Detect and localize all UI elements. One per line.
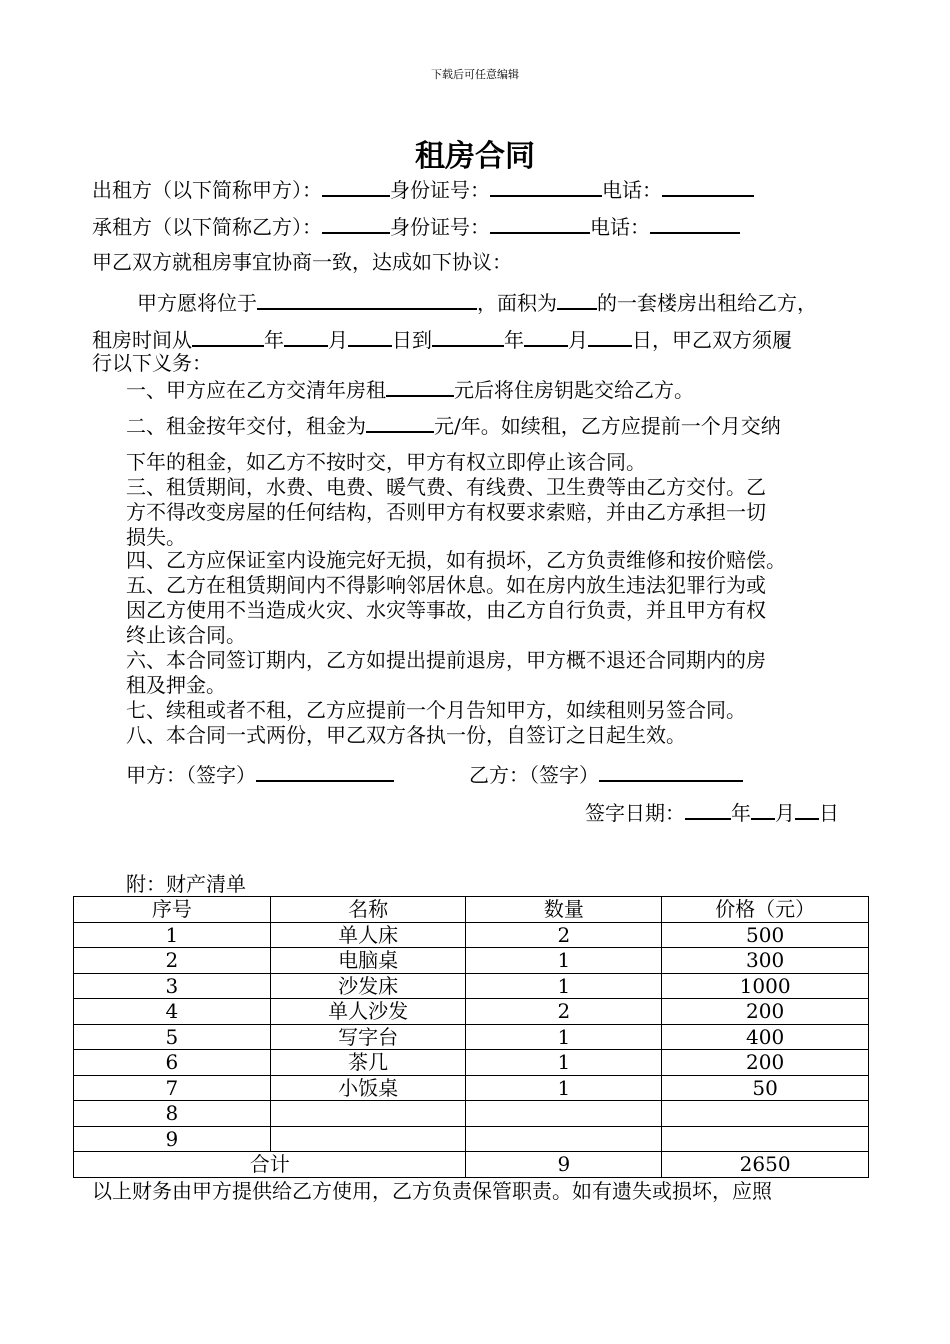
clause-1 <box>126 375 694 402</box>
start-year-blank <box>192 325 264 347</box>
signature-date <box>585 798 839 825</box>
lessor-name-blank <box>322 175 390 197</box>
signature-label: 甲方：（签字） <box>126 763 256 787</box>
header-cell: 价格（元） <box>662 897 869 923</box>
appendix-title: 附：财产清单 <box>126 872 246 896</box>
table-cell: 300 <box>662 948 869 974</box>
party-b-signature <box>469 760 743 787</box>
table-cell: 单人床 <box>270 922 466 948</box>
end-month-blank <box>524 325 568 347</box>
clause-text: 二、租金按年交付，租金为 <box>126 414 366 438</box>
table-cell: 50 <box>662 1075 869 1101</box>
clause-text: 元后将住房钥匙交给乙方。 <box>454 378 694 402</box>
table-cell: 4 <box>74 999 271 1025</box>
asset-table <box>73 896 869 1178</box>
area-blank <box>557 288 597 310</box>
lessee-phone-blank <box>650 212 740 234</box>
table-cell <box>466 1126 662 1152</box>
clause-5-cont: 因乙方使用不当造成火灾、水灾等事故，由乙方自行负责，并且甲方有权 <box>126 598 766 622</box>
table-row <box>74 1024 869 1050</box>
location-blank <box>257 288 477 310</box>
table-cell: 1 <box>466 1075 662 1101</box>
table-cell <box>270 1101 466 1127</box>
header-cell: 名称 <box>270 897 466 923</box>
clause-text: 元/年。如续租，乙方应提前一个月交纳 <box>434 414 781 438</box>
party-a-signature <box>126 760 394 787</box>
date-label: 签字日期： <box>585 801 685 825</box>
lessor-phone-blank <box>662 175 754 197</box>
table-cell: 1 <box>74 922 271 948</box>
lease-period-line <box>92 325 792 352</box>
end-year-blank <box>432 325 504 347</box>
annual-rent-blank <box>386 375 454 397</box>
clause-5: 五、乙方在租赁期间内不得影响邻居休息。如在房内放生违法犯罪行为或 <box>126 573 766 597</box>
date-month-blank <box>751 798 775 820</box>
lessee-id-label: 身份证号： <box>390 215 490 239</box>
table-cell: 200 <box>662 1050 869 1076</box>
table-cell: 3 <box>74 973 271 999</box>
clause-5-end: 终止该合同。 <box>126 623 246 647</box>
clause-3: 三、租赁期间，水费、电费、暖气费、有线费、卫生费等由乙方交付。乙 <box>126 475 766 499</box>
lessor-label: 出租方（以下简称甲方）： <box>92 178 322 202</box>
table-cell: 1000 <box>662 973 869 999</box>
table-cell: 电脑桌 <box>270 948 466 974</box>
lease-text: 月 <box>328 328 348 352</box>
clause-6-cont: 租及押金。 <box>126 673 226 697</box>
lease-text: 甲方愿将位于 <box>137 291 257 315</box>
lease-text: ，面积为 <box>477 291 557 315</box>
table-row <box>74 922 869 948</box>
table-cell: 小饭桌 <box>270 1075 466 1101</box>
table-cell: 2 <box>466 999 662 1025</box>
page-title: 租房合同 <box>415 139 535 174</box>
lease-location-line <box>137 288 817 315</box>
table-cell: 8 <box>74 1101 271 1127</box>
table-cell: 500 <box>662 922 869 948</box>
table-cell: 6 <box>74 1050 271 1076</box>
rent-amount-blank <box>366 411 434 433</box>
start-day-blank <box>348 325 392 347</box>
lease-text: 年 <box>504 328 524 352</box>
table-cell: 1 <box>466 973 662 999</box>
total-label: 合计 <box>74 1152 466 1178</box>
table-cell: 200 <box>662 999 869 1025</box>
table-cell: 写字台 <box>270 1024 466 1050</box>
table-cell: 茶几 <box>270 1050 466 1076</box>
table-cell: 2 <box>466 922 662 948</box>
table-cell <box>270 1126 466 1152</box>
table-total-row <box>74 1152 869 1178</box>
clause-7: 七、续租或者不租，乙方应提前一个月告知甲方，如续租则另签合同。 <box>126 698 746 722</box>
lease-text: 租房时间从 <box>92 328 192 352</box>
date-text: 年 <box>731 801 751 825</box>
party-b-signature-blank <box>599 760 743 782</box>
date-day-blank <box>795 798 819 820</box>
table-cell: 400 <box>662 1024 869 1050</box>
table-row <box>74 1075 869 1101</box>
lessee-phone-label: 电话： <box>590 215 650 239</box>
lessee-label: 承租方（以下简称乙方）： <box>92 215 322 239</box>
lease-text: 日，甲乙双方须履 <box>632 328 792 352</box>
lessee-name-blank <box>322 212 390 234</box>
end-day-blank <box>588 325 632 347</box>
clause-8: 八、本合同一式两份，甲乙双方各执一份，自签订之日起生效。 <box>126 723 686 747</box>
table-row <box>74 1050 869 1076</box>
party-a-signature-blank <box>256 760 394 782</box>
header-cell: 数量 <box>466 897 662 923</box>
table-row <box>74 1101 869 1127</box>
table-cell <box>662 1101 869 1127</box>
clause-2-cont: 下年的租金，如乙方不按时交，甲方有权立即停止该合同。 <box>126 450 646 474</box>
table-cell: 沙发床 <box>270 973 466 999</box>
clause-4: 四、乙方应保证室内设施完好无损，如有损坏，乙方负责维修和按价赔偿。 <box>126 548 786 572</box>
lease-text: 年 <box>264 328 284 352</box>
lessee-line <box>92 212 740 239</box>
date-text: 日 <box>819 801 839 825</box>
clause-2 <box>126 411 781 438</box>
clause-6: 六、本合同签订期内，乙方如提出提前退房，甲方概不退还合同期内的房 <box>126 648 766 672</box>
signature-label: 乙方：（签字） <box>469 763 599 787</box>
date-year-blank <box>685 798 731 820</box>
table-cell: 单人沙发 <box>270 999 466 1025</box>
lease-text: 的一套楼房出租给乙方， <box>597 291 817 315</box>
table-row <box>74 999 869 1025</box>
table-cell: 5 <box>74 1024 271 1050</box>
lessor-id-label: 身份证号： <box>390 178 490 202</box>
lease-obligations-line: 行以下义务： <box>92 351 212 375</box>
table-row <box>74 948 869 974</box>
table-cell: 7 <box>74 1075 271 1101</box>
date-text: 月 <box>775 801 795 825</box>
lessor-line <box>92 175 754 202</box>
header-note: 下载后可任意编辑 <box>431 68 519 81</box>
total-price: 2650 <box>662 1152 869 1178</box>
table-row <box>74 1126 869 1152</box>
clause-text: 一、甲方应在乙方交清年房租 <box>126 378 386 402</box>
lessor-phone-label: 电话： <box>602 178 662 202</box>
table-cell <box>466 1101 662 1127</box>
lessor-id-blank <box>490 175 602 197</box>
table-cell <box>662 1126 869 1152</box>
clause-3-cont: 方不得改变房屋的任何结构，否则甲方有权要求索赔，并由乙方承担一切 <box>126 500 766 524</box>
agreement-intro: 甲乙双方就租房事宜协商一致，达成如下协议： <box>92 250 512 274</box>
header-cell: 序号 <box>74 897 271 923</box>
table-cell: 9 <box>74 1126 271 1152</box>
table-row <box>74 973 869 999</box>
table-cell: 1 <box>466 1024 662 1050</box>
table-cell: 1 <box>466 948 662 974</box>
lessee-id-blank <box>490 212 590 234</box>
lease-text: 月 <box>568 328 588 352</box>
start-month-blank <box>284 325 328 347</box>
table-cell: 2 <box>74 948 271 974</box>
table-header-row <box>74 897 869 923</box>
clause-3-end: 损失。 <box>126 525 186 549</box>
footer-text: 以上财务由甲方提供给乙方使用，乙方负责保管职责。如有遗失或损坏，应照 <box>92 1179 772 1203</box>
total-quantity: 9 <box>466 1152 662 1178</box>
table-cell: 1 <box>466 1050 662 1076</box>
lease-text: 日到 <box>392 328 432 352</box>
